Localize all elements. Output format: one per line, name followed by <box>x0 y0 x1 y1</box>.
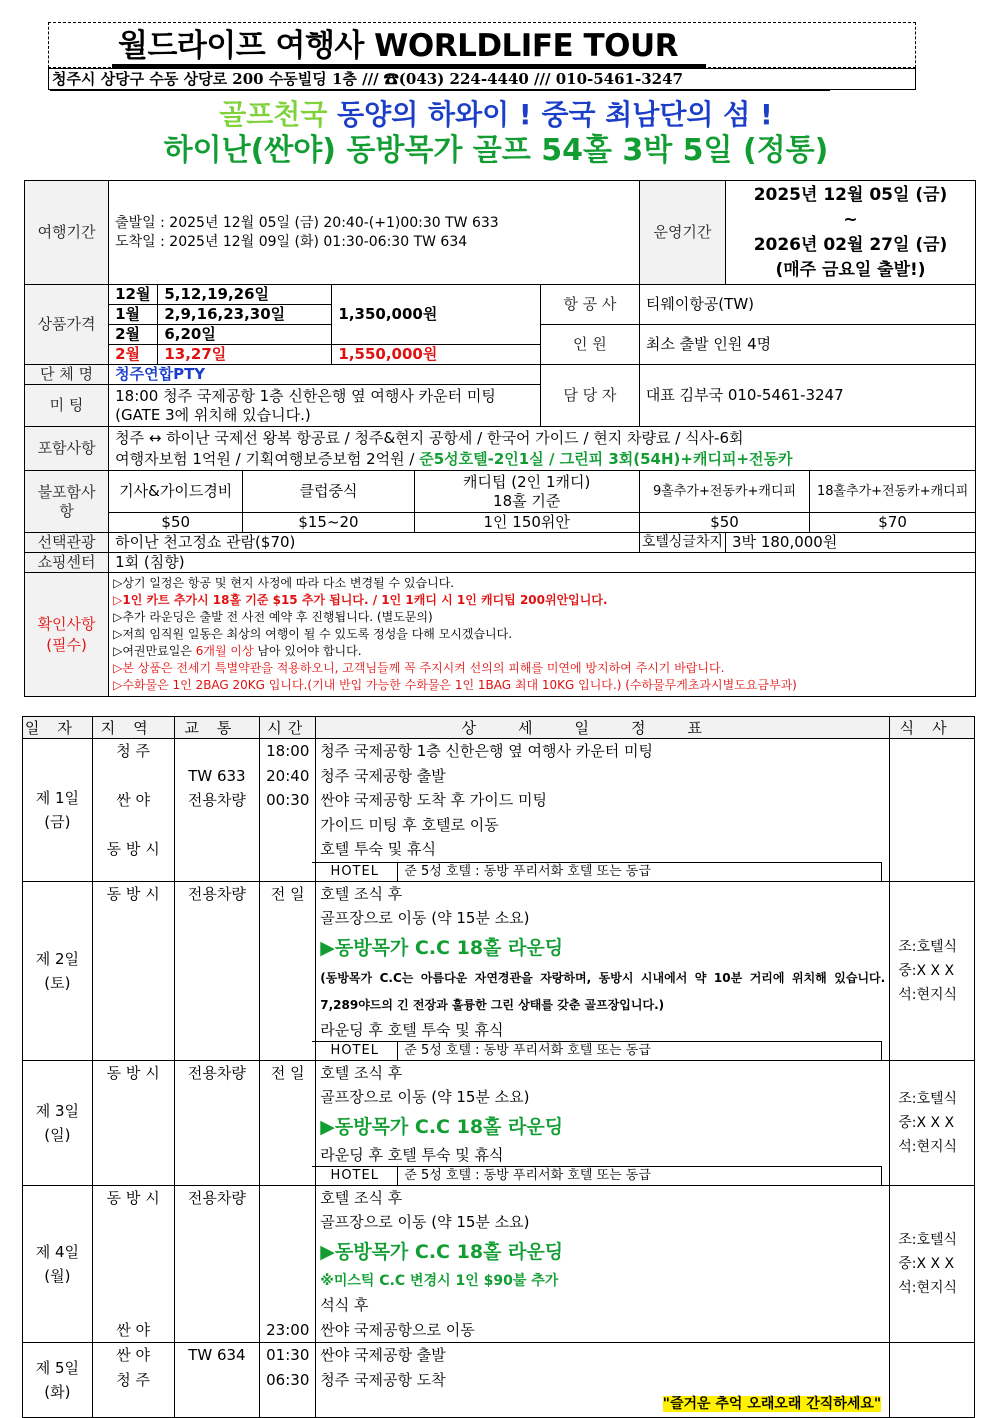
hotel-label: HOTEL <box>312 863 398 881</box>
price-dates-2: 2,9,16,23,30일 <box>158 305 332 325</box>
day-2-dow: (토) <box>44 973 71 992</box>
day-3-dinner: 석:현지식 <box>898 1138 958 1155</box>
operation-period <box>726 181 976 285</box>
title-hawaii: 동양의 하와이 ! 중국 최남단의 섬 ! <box>327 98 773 131</box>
day-3-time: 전 일 <box>260 1060 316 1185</box>
day-5-time-1: 01:30 <box>266 1346 310 1364</box>
day-3-schedule <box>316 1060 890 1185</box>
day-1-region-2 <box>97 764 170 789</box>
day-4-times <box>260 1185 316 1343</box>
shop-label: 쇼핑센터 <box>25 553 109 573</box>
day-4-breakfast: 조:호텔식 <box>898 1231 958 1248</box>
day-2-line-2: 골프장으로 이동 (약 15분 소요) <box>320 909 530 927</box>
head-meal: 식사 <box>890 717 975 739</box>
agency-address: 청주시 상당구 수동 상당로 200 수동빌딩 1층 /// ☎(043) 224-4440 /// 010-5461-3247 <box>52 70 683 88</box>
day-5-times <box>260 1343 316 1418</box>
incl-line-2b: 준5성호텔-2인1실 / 그린피 3회(54H)+캐디피+전동카 <box>419 449 793 468</box>
note-6: ▷본 상품은 전세기 특별약관을 적용하오니, 고객님들께 꼭 주지시켜 선의의 피해를 미연에 방지하여 주시기 바랍니다. <box>113 661 725 675</box>
day-1-transport-2: TW 633 <box>188 766 246 785</box>
day-2-meals <box>890 881 975 1060</box>
excl-head-caddie-2: 18홀 기준 <box>493 491 561 510</box>
day-4-label: 제 4일 <box>35 1242 80 1261</box>
day-1-time-2: 20:40 <box>266 766 310 785</box>
hotel-value: 준 5성 호텔 : 동방 푸리서화 호텔 또는 동급 <box>404 1167 651 1183</box>
min-label: 인 원 <box>540 325 639 365</box>
day-4-after-1: 석식 후 <box>320 1296 369 1314</box>
day-4-regions <box>92 1185 174 1343</box>
day-1-label: 제 1일 <box>35 788 80 807</box>
airline-label: 항 공 사 <box>540 285 639 325</box>
group-label: 단 체 명 <box>25 365 109 385</box>
hotel-value: 준 5성 호텔 : 동방 푸리서화 호텔 또는 동급 <box>404 1042 651 1058</box>
day-3-dow: (일) <box>44 1125 71 1144</box>
day-2-lunch: 중:X X X <box>898 962 955 979</box>
day-1-time-1: 18:00 <box>266 742 310 760</box>
day-1-line-4: 가이드 미팅 후 호텔로 이동 <box>320 815 499 834</box>
day-2-hotel <box>312 1041 882 1060</box>
excl-val-9hole: $50 <box>639 513 809 533</box>
excl-val-18hole: $70 <box>810 513 976 533</box>
day-4-schedule <box>316 1185 890 1343</box>
slogan-text: "즐거운 추억 오래오래 간직하세요" <box>662 1396 882 1412</box>
day-3-breakfast: 조:호텔식 <box>898 1090 958 1107</box>
period-value <box>109 181 640 285</box>
day-2-dinner: 석:현지식 <box>898 986 958 1003</box>
head-region: 지역 <box>92 717 174 739</box>
shop-value: 1회 (침향) <box>109 553 976 573</box>
manager-label: 담 당 자 <box>540 365 639 427</box>
hotel-label: HOTEL <box>312 1167 398 1185</box>
min-value: 최소 출발 인원 4명 <box>639 325 975 365</box>
day-3-transport: 전용차량 <box>174 1060 260 1185</box>
day-1-times <box>260 739 316 882</box>
slogan <box>320 1392 885 1417</box>
day-4 <box>23 1185 93 1343</box>
day-1-hotel <box>312 862 882 881</box>
price-special: 1,550,000원 <box>332 345 540 365</box>
day-2-line-1: 호텔 조식 후 <box>320 884 403 903</box>
confirm-notes <box>109 573 976 697</box>
price-main: 1,350,000원 <box>332 285 540 345</box>
day-2-label: 제 2일 <box>35 949 80 968</box>
single-value: 3박 180,000원 <box>726 533 976 553</box>
title-line-1 <box>0 96 992 134</box>
day-2 <box>23 881 93 1060</box>
head-transport: 교통 <box>174 717 260 739</box>
title-line-2: 하이난(싼야) 동방목가 골프 54홀 3박 5일 (정통) <box>163 133 829 168</box>
operation-end: 2026년 02월 27일 (금) <box>753 234 948 255</box>
itinerary-table <box>22 716 975 1418</box>
operation-tilde: ~ <box>843 209 858 230</box>
day-2-schedule <box>316 881 890 1060</box>
day-5-dow: (화) <box>44 1382 71 1401</box>
day-3-hotel <box>312 1166 882 1185</box>
airline-value: 티웨이항공(TW) <box>639 285 975 325</box>
day-4-time: 23:00 <box>266 1320 310 1339</box>
title-golf-heaven: 골프천국 <box>219 98 328 131</box>
day-1-region-3: 싼 야 <box>116 791 151 809</box>
day-5-region-1: 싼 야 <box>116 1346 151 1364</box>
day-1-dow: (금) <box>44 812 71 831</box>
day-5-line-1: 싼야 국제공항 출발 <box>320 1346 446 1364</box>
day-2-after: 라운딩 후 호텔 투숙 및 휴식 <box>320 1020 504 1039</box>
day-2-time: 전 일 <box>260 881 316 1060</box>
meeting-label: 미 팅 <box>25 385 109 427</box>
address-underline <box>50 89 830 91</box>
excl-label: 불포함사항 <box>25 471 109 533</box>
price-special-month: 2월 <box>109 345 158 365</box>
price-special-dates: 13,27일 <box>158 345 332 365</box>
head-schedule: 상세일정표 <box>316 717 890 739</box>
day-5-line-2: 청주 국제공항 도착 <box>320 1370 446 1389</box>
day-4-dow: (월) <box>44 1266 71 1285</box>
day-1-line-5: 호텔 투숙 및 휴식 <box>320 840 436 858</box>
day-5-schedule <box>316 1343 890 1418</box>
day-2-description: (동방목가 C.C는 아름다운 자연경관을 자랑하며, 동방시 시내에서 약 10분 거리에 위치해 있습니다. 7,289야드의 긴 전장과 훌륭한 그린 상태를 갖춘 골프장입니다.) <box>320 970 886 1012</box>
note-3: ▷추가 라운딩은 출발 전 사전 예약 후 진행됩니다. (별도문의) <box>113 610 433 624</box>
day-1-meals <box>890 739 975 882</box>
option-label: 선택관광 <box>25 533 109 553</box>
price-month-1: 12월 <box>109 285 158 305</box>
day-4-transport: 전용차량 <box>174 1185 260 1343</box>
info-table <box>24 180 976 697</box>
note-5c: 남아 있어야 합니다. <box>253 644 362 658</box>
price-dates-1: 5,12,19,26일 <box>158 285 332 305</box>
day-2-region: 동 방 시 <box>92 881 174 1060</box>
operation-note: (매주 금요일 출발!) <box>775 259 926 280</box>
day-4-line-1: 호텔 조식 후 <box>320 1188 403 1207</box>
day-5-region-2: 청 주 <box>116 1370 151 1389</box>
excl-val-guide: $50 <box>109 513 243 533</box>
day-3-lunch: 중:X X X <box>898 1114 955 1131</box>
incl-line-2 <box>115 449 969 470</box>
day-1-regions <box>92 739 174 882</box>
note-7: ▷수화물은 1인 2BAG 20KG 입니다.(기내 반입 가능한 수화물은 1인 1BAG 최대 10KG 입니다.) (수하물무게초과시별도요금부과) <box>113 678 797 692</box>
day-2-breakfast: 조:호텔식 <box>898 938 958 955</box>
day-5 <box>23 1343 93 1418</box>
day-4-region-2: 싼 야 <box>116 1320 151 1339</box>
day-5-regions <box>92 1343 174 1418</box>
meeting-line-1: 18:00 청주 국제공항 1층 신한은행 옆 여행사 카운터 미팅 <box>115 386 496 405</box>
incl-line-1: 청주 ↔ 하이난 국제선 왕복 항공료 / 청주&현지 공항세 / 한국어 가이드 / 현지 차량료 / 식사-6회 <box>115 428 744 447</box>
price-month-3: 2월 <box>109 325 158 345</box>
confirm-required: (필수) <box>46 635 87 654</box>
note-5a: ▷여권만료일은 <box>113 644 196 658</box>
day-3 <box>23 1060 93 1185</box>
day-4-extra: ※미스틱 C.C 변경시 1인 $90불 추가 <box>320 1272 559 1289</box>
day-5-time-2: 06:30 <box>266 1370 310 1389</box>
day-3-label: 제 3일 <box>35 1101 80 1120</box>
group-value: 청주연합PTY <box>109 365 541 385</box>
note-5b: 6개월 이상 <box>195 644 254 658</box>
note-5 <box>113 643 971 660</box>
incl-value <box>109 427 976 471</box>
day-4-region-1: 동 방 시 <box>106 1188 160 1207</box>
meeting-line-2: (GATE 3에 위치해 있습니다.) <box>115 405 311 424</box>
excl-head-lunch: 클럽중식 <box>243 471 414 513</box>
arrive-line: 도착일 : 2025년 12월 09일 (화) 01:30-06:30 TW 634 <box>115 233 468 250</box>
depart-line: 출발일 : 2025년 12월 05일 (금) 20:40-(+1)00:30 TW 633 <box>115 214 499 231</box>
hotel-label: HOTEL <box>312 1042 398 1060</box>
incl-line-2a: 여행자보험 1억원 / 기획여행보증보험 2억원 / <box>115 449 420 468</box>
day-1-transport-3: 전용차량 <box>187 791 246 809</box>
operation-label: 운영기간 <box>639 181 725 285</box>
day-5-transport: TW 634 <box>174 1343 260 1418</box>
excl-val-lunch: $15~20 <box>243 513 414 533</box>
day-4-dinner: 석:현지식 <box>898 1279 958 1296</box>
note-4: ▷저희 임직원 일동은 최상의 여행이 될 수 있도록 정성을 다해 모시겠습니다. <box>113 627 513 641</box>
day-5-meals <box>890 1343 975 1418</box>
day-2-highlight: ▶동방목가 C.C 18홀 라운딩 <box>320 936 564 959</box>
head-day: 일자 <box>23 717 93 739</box>
confirm-title: 확인사항 <box>37 614 96 633</box>
day-3-line-1: 호텔 조식 후 <box>320 1063 403 1082</box>
day-1-region-1: 청 주 <box>116 742 151 760</box>
day-4-highlight: ▶동방목가 C.C 18홀 라운딩 <box>320 1240 564 1263</box>
day-1-region-5: 동 방 시 <box>106 840 160 858</box>
day-3-region: 동 방 시 <box>92 1060 174 1185</box>
agency-name: 월드라이프 여행사 WORLDLIFE TOUR <box>118 28 679 64</box>
operation-start: 2025년 12월 05일 (금) <box>753 184 948 205</box>
excl-head-caddie-1: 캐디팁 (2인 1캐디) <box>463 472 591 491</box>
note-1: ▷상기 일정은 항공 및 현지 사정에 따라 다소 변경될 수 있습니다. <box>113 576 455 590</box>
day-3-after: 라운딩 후 호텔 투숙 및 휴식 <box>320 1145 504 1164</box>
head-time: 시간 <box>260 717 316 739</box>
confirm-label <box>25 573 109 697</box>
day-1-transport-1 <box>179 739 256 764</box>
day-2-transport: 전용차량 <box>174 881 260 1060</box>
day-4-lunch: 중:X X X <box>898 1255 955 1272</box>
day-4-after-2: 싼야 국제공항으로 이동 <box>320 1320 475 1339</box>
option-value: 하이난 천고정쇼 관람($70) <box>109 533 640 553</box>
day-1-line-1: 청주 국제공항 1층 신한은행 옆 여행사 카운터 미팅 <box>320 742 653 760</box>
excl-head-18hole: 18홀추가+전동카+캐디피 <box>810 471 976 513</box>
day-1-time-3: 00:30 <box>266 791 310 809</box>
day-5-label: 제 5일 <box>35 1358 80 1377</box>
day-3-highlight: ▶동방목가 C.C 18홀 라운딩 <box>320 1115 564 1138</box>
period-label: 여행기간 <box>25 181 109 285</box>
price-label: 상품가격 <box>25 285 109 365</box>
incl-label: 포함사항 <box>25 427 109 471</box>
day-1 <box>23 739 93 882</box>
manager-value: 대표 김부국 010-5461-3247 <box>639 365 975 427</box>
price-dates-3: 6,20일 <box>158 325 332 345</box>
excl-val-caddie: 1인 150위안 <box>414 513 639 533</box>
note-2: ▷1인 카트 추가시 18홀 기준 $15 추가 됩니다. / 1인 1캐디 시 1인 캐디팁 200위안입니다. <box>113 593 608 607</box>
day-1-schedule <box>316 739 890 882</box>
price-month-2: 1월 <box>109 305 158 325</box>
day-1-line-3: 싼야 국제공항 도착 후 가이드 미팅 <box>320 791 547 809</box>
excl-head-caddie <box>414 471 639 513</box>
day-3-line-2: 골프장으로 이동 (약 15분 소요) <box>320 1088 530 1106</box>
excl-head-9hole: 9홀추가+전동카+캐디피 <box>639 471 809 513</box>
day-1-region-4 <box>97 813 170 838</box>
day-1-transport <box>174 739 260 882</box>
excl-head-guide: 기사&가이드경비 <box>109 471 243 513</box>
day-4-meals <box>890 1185 975 1343</box>
day-1-line-2: 청주 국제공항 출발 <box>320 766 446 785</box>
day-4-line-2: 골프장으로 이동 (약 15분 소요) <box>320 1213 530 1231</box>
meeting-value <box>109 385 541 427</box>
day-3-meals <box>890 1060 975 1185</box>
single-label: 호텔싱글차지 <box>639 533 725 553</box>
hotel-value: 준 5성 호텔 : 동방 푸리서화 호텔 또는 동급 <box>404 863 651 879</box>
